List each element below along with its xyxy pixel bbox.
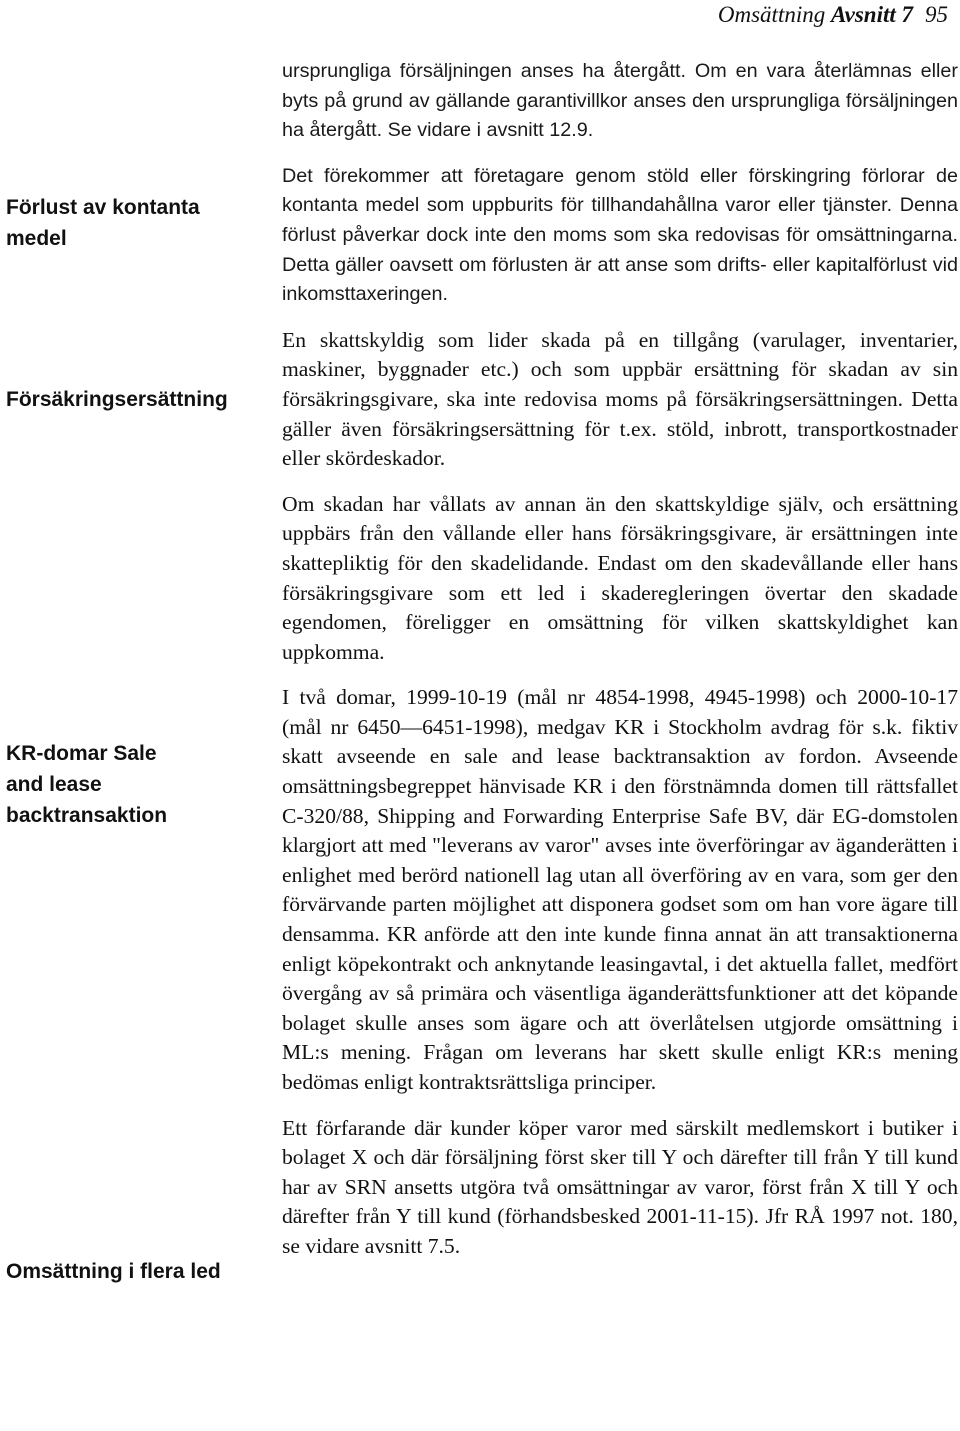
chapter-title: Omsättning [717,2,826,27]
section-label: Avsnitt 7 [830,2,913,27]
main-text [282,57,958,1278]
margin-note-kr-domar: KR-domar Sale and lease backtransaktion [6,742,168,827]
paragraph-aterganng: ursprungliga försäljningen anses ha återgått. Om en vara återlämnas eller byts på grund av gällande garantivillkor anses den ursprungliga försäljningen ha återgått. Se vidare i avsnitt 12.9. [282,60,958,142]
margin-note-forsakring: Försäkringsersättning [6,388,228,411]
paragraph-forlust: Det förekommer att företagare genom stöld eller förskingring förlorar de kontanta medel som uppburits för tillhandahållna varor eller tjänster. Denna förlust påverkar dock inte den moms som ska redovisas för omsättningarna. Detta gäller oavsett om förlusten är att anse som drifts- eller kapitalförlust vid inkomsttaxeringen. [282,164,958,306]
page-header [718,2,948,28]
margin-note-forlust: Förlust av kontanta medel [6,196,200,250]
paragraph-kr-domar: I två domar, 1999-10-19 (mål nr 4854-1998, 4945-1998) och 2000-10-17 (mål nr 6450—6451-1998), medgav KR i Stockholm avdrag för s.k. fiktiv skatt avseende en sale and lease backtransaktion av fordon. Avseende omsättningsbegreppet hänvisade KR i den förstnämnda domen till rättsfallet C-320/88, Shipping and Forwarding Enterprise Safe BV, där EG-domstolen klargjort att med "leverans av varor" avses inte överföringar av äganderätten i enlighet med berörd nationell lag utan all överföring av en vara, som ger den förvärvande parten möjlighet att disponera godset som om han vore ägare till densamma. KR anförde att den inte kunde finna annat än att transaktionerna enligt köpekontrakt och anknytande leasingavtal, i det aktuella fallet, medfört övergång av så primära och väsentliga äganderättsfunktioner att det köpande bolaget skulle anses som ägare och att överlåtelsen utgjorde omsättning i ML:s mening. Frågan om leverans har skett skulle enligt KR:s mening bedömas enligt kontraktsrättsliga principer. [282,685,958,1094]
margin-note-flera-led: Omsättning i flera led [6,1260,221,1283]
paragraph-forsakring: En skattskyldig som lider skada på en tillgång (varulager, inventarier, maskiner, byggnader etc.) och som uppbär ersättning för skadan av sin försäkringsgivare, ska inte redovisa moms på försäkringsersättningen. Detta gäller även försäkringsersättning för t.ex. stöld, inbrott, transportkostnader eller skördeskador. [282,327,958,471]
page-number: 95 [925,2,948,27]
paragraph-skada: Om skadan har vållats av annan än den skattskyldige själv, och ersättning uppbärs från den vållande eller hans försäkringsgivare, är ersättningen inte skattepliktig för den skadelidande. Endast om den skadevållande eller hans försäkringsgivare som ett led i skaderegleringen övertar den skadade egendomen, föreligger en omsättning för vilken skattskyldighet kan uppkomma. [282,491,958,664]
paragraph-flera-led: Ett förfarande där kunder köper varor med särskilt medlemskort i butiker i bolaget X och där försäljning först sker till Y och därefter till från Y till kund har av SRN ansetts utgöra två omsättningar av varor, först från X till Y och därefter från Y till kund (förhandsbesked 2001-11-15). Jfr RÅ 1997 not. 180, se vidare avsnitt 7.5. [282,1115,958,1258]
